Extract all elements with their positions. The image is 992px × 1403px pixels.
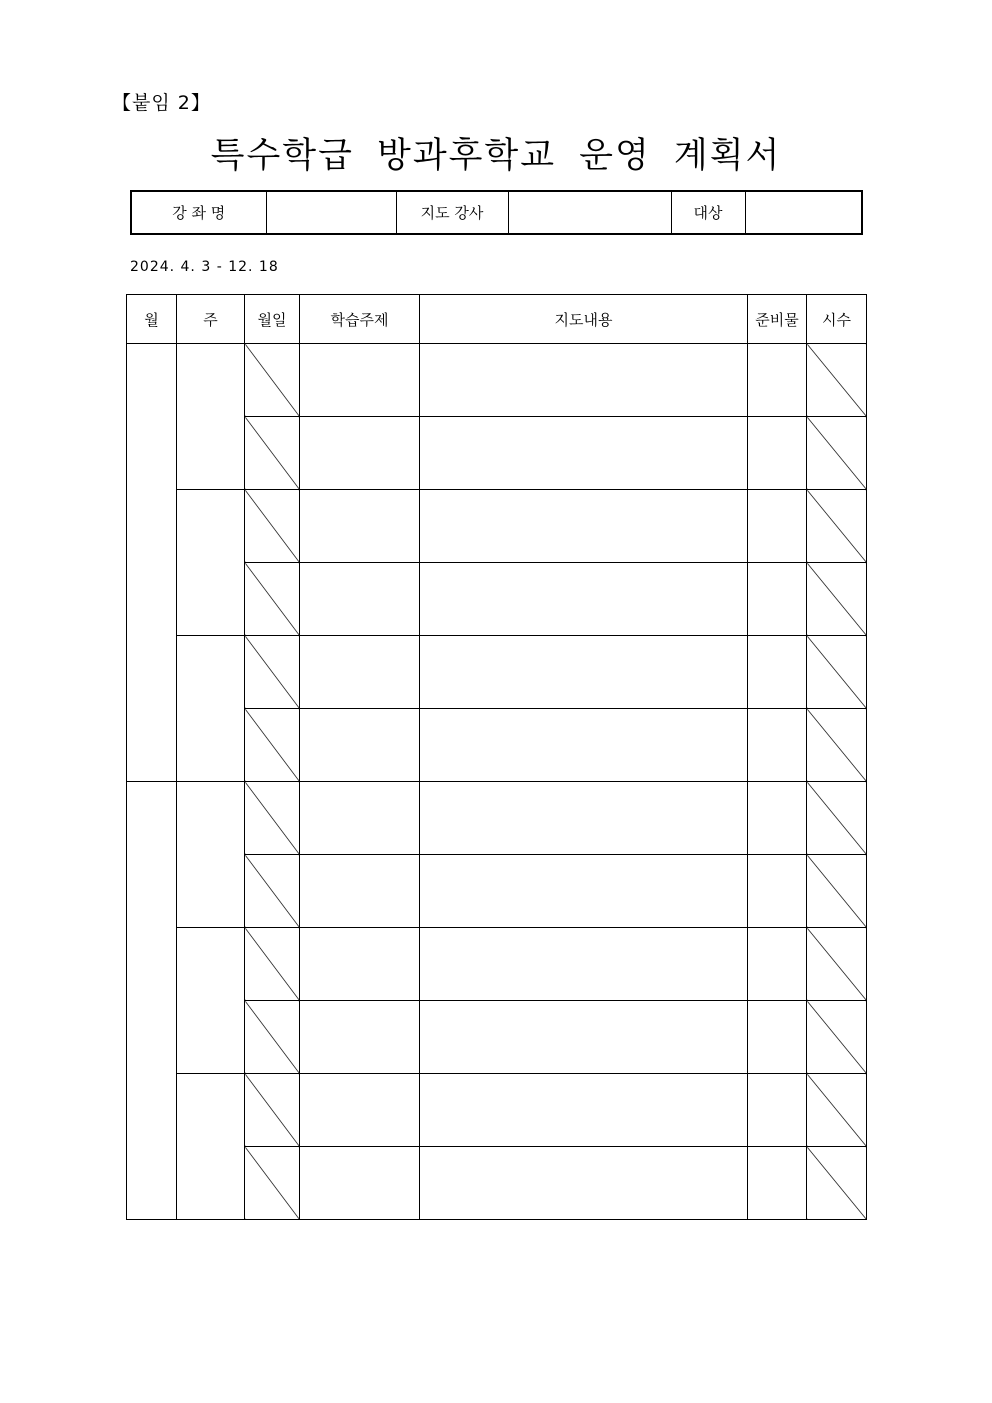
hours-cell[interactable] bbox=[807, 417, 867, 490]
topic-cell[interactable] bbox=[300, 782, 420, 855]
topic-cell[interactable] bbox=[300, 344, 420, 417]
content-cell[interactable] bbox=[420, 344, 748, 417]
content-cell[interactable] bbox=[420, 1147, 748, 1220]
content-cell[interactable] bbox=[420, 417, 748, 490]
plan-body bbox=[127, 344, 867, 1220]
table-row bbox=[127, 928, 867, 1001]
materials-cell[interactable] bbox=[748, 1074, 807, 1147]
attachment-label: 【붙임 2】 bbox=[112, 92, 211, 114]
month-cell[interactable] bbox=[127, 782, 177, 1220]
month-cell[interactable] bbox=[127, 344, 177, 782]
materials-cell[interactable] bbox=[748, 417, 807, 490]
topic-cell[interactable] bbox=[300, 490, 420, 563]
hours-cell[interactable] bbox=[807, 490, 867, 563]
content-cell[interactable] bbox=[420, 782, 748, 855]
content-cell[interactable] bbox=[420, 1001, 748, 1074]
hours-cell[interactable] bbox=[807, 1001, 867, 1074]
week-cell[interactable] bbox=[177, 782, 245, 928]
header-month: 월 bbox=[127, 295, 177, 344]
week-cell[interactable] bbox=[177, 636, 245, 782]
week-cell[interactable] bbox=[177, 1074, 245, 1220]
content-cell[interactable] bbox=[420, 636, 748, 709]
date-cell[interactable] bbox=[245, 1001, 300, 1074]
table-row bbox=[127, 782, 867, 855]
topic-cell[interactable] bbox=[300, 855, 420, 928]
hours-cell[interactable] bbox=[807, 1147, 867, 1220]
materials-cell[interactable] bbox=[748, 928, 807, 1001]
content-cell[interactable] bbox=[420, 490, 748, 563]
header-week: 주 bbox=[177, 295, 245, 344]
hours-cell[interactable] bbox=[807, 782, 867, 855]
page-title: 특수학급 방과후학교 운영 계획서 bbox=[210, 136, 782, 176]
materials-cell[interactable] bbox=[748, 636, 807, 709]
plan-header-row bbox=[127, 295, 867, 344]
materials-cell[interactable] bbox=[748, 563, 807, 636]
table-row bbox=[127, 636, 867, 709]
topic-cell[interactable] bbox=[300, 928, 420, 1001]
topic-cell[interactable] bbox=[300, 563, 420, 636]
table-row bbox=[127, 344, 867, 417]
date-cell[interactable] bbox=[245, 1147, 300, 1220]
hours-cell[interactable] bbox=[807, 636, 867, 709]
course-name-field[interactable] bbox=[266, 191, 396, 234]
week-cell[interactable] bbox=[177, 490, 245, 636]
content-cell[interactable] bbox=[420, 928, 748, 1001]
target-field[interactable] bbox=[745, 191, 862, 234]
hours-cell[interactable] bbox=[807, 928, 867, 1001]
content-cell[interactable] bbox=[420, 563, 748, 636]
target-label: 대상 bbox=[671, 191, 745, 234]
topic-cell[interactable] bbox=[300, 1001, 420, 1074]
course-name-label: 강 좌 명 bbox=[131, 191, 266, 234]
hours-cell[interactable] bbox=[807, 1074, 867, 1147]
date-cell[interactable] bbox=[245, 709, 300, 782]
topic-cell[interactable] bbox=[300, 709, 420, 782]
materials-cell[interactable] bbox=[748, 855, 807, 928]
hours-cell[interactable] bbox=[807, 855, 867, 928]
instructor-field[interactable] bbox=[508, 191, 671, 234]
week-cell[interactable] bbox=[177, 928, 245, 1074]
materials-cell[interactable] bbox=[748, 782, 807, 855]
date-cell[interactable] bbox=[245, 563, 300, 636]
header-hours: 시수 bbox=[807, 295, 867, 344]
hours-cell[interactable] bbox=[807, 563, 867, 636]
instructor-label: 지도 강사 bbox=[396, 191, 508, 234]
content-cell[interactable] bbox=[420, 709, 748, 782]
materials-cell[interactable] bbox=[748, 1147, 807, 1220]
hours-cell[interactable] bbox=[807, 344, 867, 417]
date-cell[interactable] bbox=[245, 1074, 300, 1147]
table-row bbox=[127, 490, 867, 563]
topic-cell[interactable] bbox=[300, 1074, 420, 1147]
content-cell[interactable] bbox=[420, 855, 748, 928]
topic-cell[interactable] bbox=[300, 636, 420, 709]
period-text: 2024. 4. 3 - 12. 18 bbox=[130, 259, 279, 275]
date-cell[interactable] bbox=[245, 928, 300, 1001]
materials-cell[interactable] bbox=[748, 490, 807, 563]
header-date: 월일 bbox=[245, 295, 300, 344]
header-topic: 학습주제 bbox=[300, 295, 420, 344]
date-cell[interactable] bbox=[245, 782, 300, 855]
topic-cell[interactable] bbox=[300, 1147, 420, 1220]
date-cell[interactable] bbox=[245, 417, 300, 490]
materials-cell[interactable] bbox=[748, 709, 807, 782]
date-cell[interactable] bbox=[245, 344, 300, 417]
materials-cell[interactable] bbox=[748, 1001, 807, 1074]
table-row bbox=[127, 1074, 867, 1147]
materials-cell[interactable] bbox=[748, 344, 807, 417]
header-materials: 준비물 bbox=[748, 295, 807, 344]
plan-table bbox=[126, 294, 867, 1220]
hours-cell[interactable] bbox=[807, 709, 867, 782]
date-cell[interactable] bbox=[245, 855, 300, 928]
content-cell[interactable] bbox=[420, 1074, 748, 1147]
week-cell[interactable] bbox=[177, 344, 245, 490]
topic-cell[interactable] bbox=[300, 417, 420, 490]
date-cell[interactable] bbox=[245, 636, 300, 709]
date-cell[interactable] bbox=[245, 490, 300, 563]
course-info-table bbox=[130, 190, 863, 235]
header-content: 지도내용 bbox=[420, 295, 748, 344]
